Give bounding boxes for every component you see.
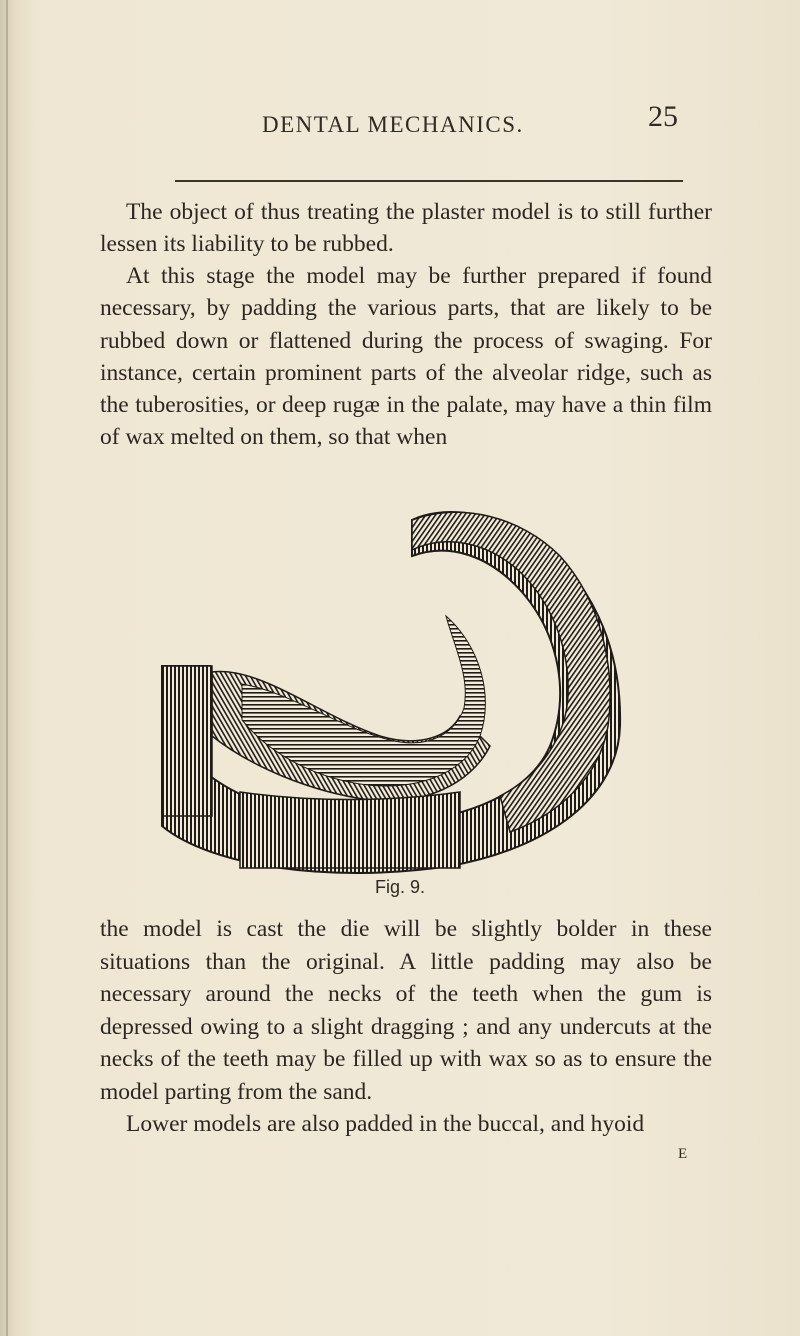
- paragraph-3: [100, 913, 712, 1108]
- running-head: DENTAL MECHANICS.: [262, 112, 524, 137]
- paragraph-4-text: Lower models are also padded in the buccal, and hyoid: [126, 1111, 645, 1137]
- page-gutter: [6, 0, 8, 1336]
- paragraph-4: [100, 1108, 712, 1140]
- figure-caption: Fig. 9.: [374, 877, 426, 897]
- model-front-strip: [240, 792, 460, 868]
- paragraph-2-text: At this stage the model may be further prepared if found necessary, by padding the various parts, that are likely to be rubbed down or flattened during the process of swaging. For instance, certain prominent parts of the alveolar ridge, such as the tuberosities, or deep rugæ in the palate, may have a thin film of wax melted on them, so that when: [100, 263, 712, 451]
- signature-mark: E: [678, 1146, 688, 1162]
- figure-9-illustration: [150, 496, 630, 876]
- page-number: 25: [648, 100, 678, 133]
- paragraph-3-text: the model is cast the die will be slightly bolder in these situations than the original. A little padding may also be necessary around the necks of the teeth when the gum is depressed owing to a slight dragging ; and any undercuts at the necks of the teeth may be filled up with wax so as to ensure the model parting from the sand.: [100, 916, 712, 1105]
- header-rule: [175, 180, 683, 182]
- paragraph-1-text: The object of thus treating the plaster model is to still further lessen its liability to be rubbed.: [100, 199, 712, 258]
- paragraph-2: [100, 260, 712, 454]
- model-left-block: [162, 666, 212, 816]
- paragraph-1: [100, 196, 712, 261]
